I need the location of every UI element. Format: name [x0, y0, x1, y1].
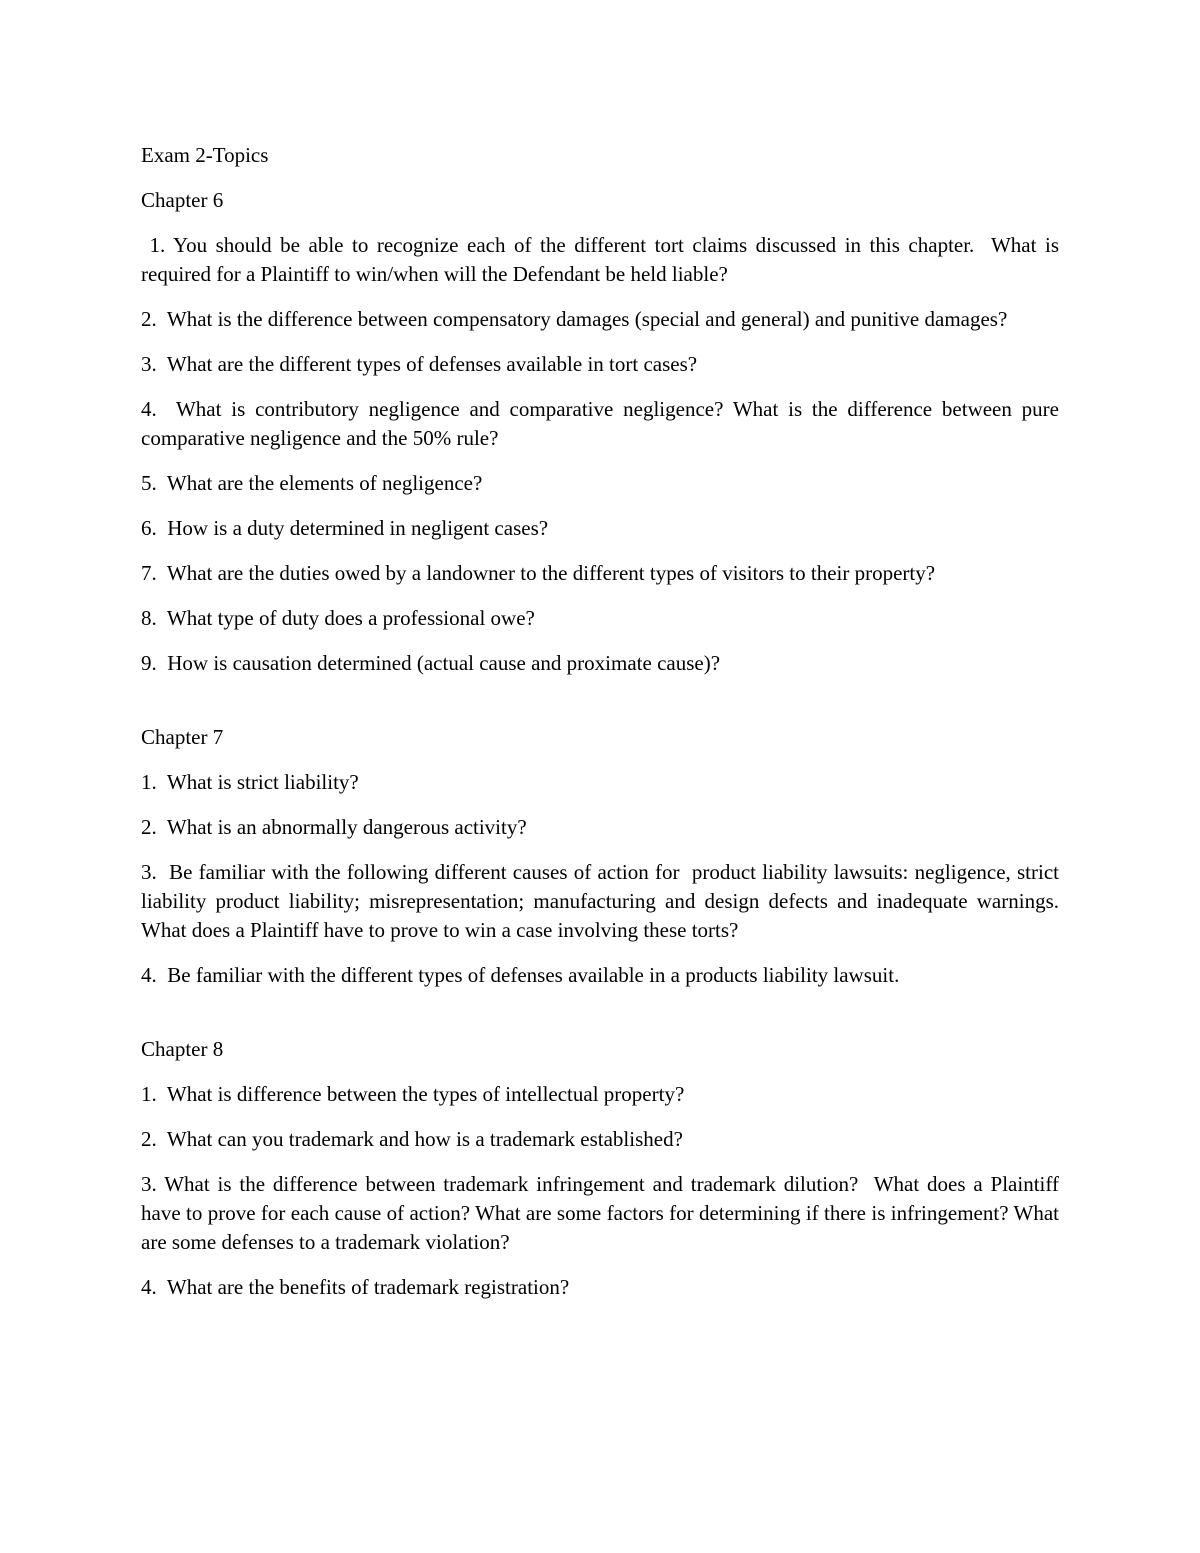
topic-question: 7. What are the duties owed by a landowner to the different types of visitors to their property? — [141, 561, 936, 585]
topic-question: 3. What is the difference between trademark infringement and trademark dilution? What does a Plaintiff have to prove for each cause of action? What are some factors for determining if there is infringement? What are some defenses to a trademark violation? — [141, 1172, 1065, 1254]
topic-question: 2. What is an abnormally dangerous activity? — [141, 815, 527, 839]
topic-question: 4. What are the benefits of trademark registration? — [141, 1275, 570, 1299]
topic-question: 3. What are the different types of defenses available in tort cases? — [141, 352, 698, 376]
topic-question: 3. Be familiar with the following different causes of action for product liability lawsuits: negligence, strict liability product liability; misrepresentation; manufacturing and design defects and inadequate warnings. What does a Plaintiff have to prove to win a case involving these torts? — [141, 860, 1070, 942]
topic-question: 1. You should be able to recognize each of the different tort claims discussed in this chapter. What is required for a Plaintiff to win/when will the Defendant be held liable? — [141, 233, 1065, 286]
topic-question: 1. What is strict liability? — [141, 770, 359, 794]
topic-question: 4. What is contributory negligence and comparative negligence? What is the difference between pure comparative negligence and the 50% rule? — [141, 397, 1065, 450]
topic-question: 4. Be familiar with the different types of defenses available in a products liability lawsuit. — [141, 963, 900, 987]
chapter-heading: Chapter 8 — [141, 1037, 224, 1061]
topic-question: 8. What type of duty does a professional owe? — [141, 606, 535, 630]
topic-question: 2. What can you trademark and how is a trademark established? — [141, 1127, 683, 1151]
topic-question: 2. What is the difference between compensatory damages (special and general) and punitive damages? — [141, 307, 1008, 331]
topic-question: 1. What is difference between the types of intellectual property? — [141, 1082, 685, 1106]
section-chapter-7 — [141, 723, 1070, 990]
topic-question: 5. What are the elements of negligence? — [141, 471, 483, 495]
chapter-heading: Chapter 7 — [141, 725, 224, 749]
section-chapter-8 — [141, 1035, 1065, 1302]
chapter-heading: Chapter 6 — [141, 188, 224, 212]
document-content — [141, 141, 1070, 1318]
topic-question: 9. How is causation determined (actual cause and proximate cause)? — [141, 651, 721, 675]
section-chapter-6 — [141, 186, 1065, 678]
document-title: Exam 2-Topics — [141, 143, 269, 167]
topic-question: 6. How is a duty determined in negligent cases? — [141, 516, 549, 540]
